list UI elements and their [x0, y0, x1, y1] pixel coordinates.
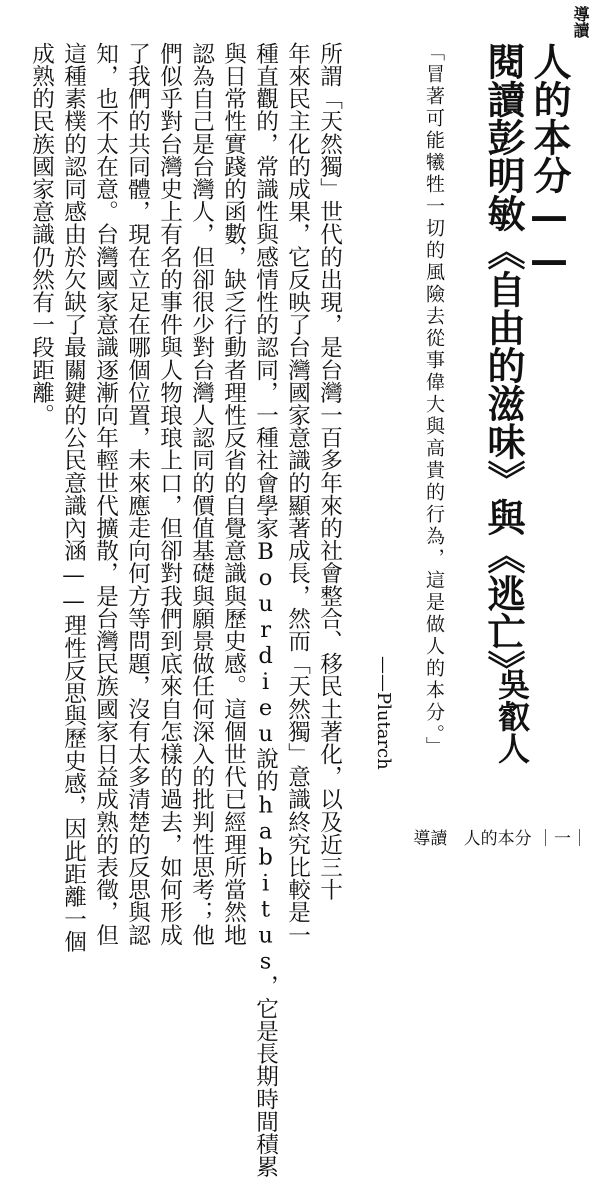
chapter-title-line-2: 閱讀彭明敏《自由的滋味》與《逃亡》 — [481, 42, 525, 688]
body-column: 知，也不太在意。台灣國家意識逐漸向年輕世代擴散，是台灣民族國家日益成熟的表徵，但 — [92, 42, 119, 946]
body-column: 成熟的民族國家意識仍然有一段距離。 — [28, 42, 55, 427]
footer-title: 人的本分 — [463, 829, 532, 849]
body-column: 認為自己是台灣人，但卻很少對台灣人認同的價值基礎與願景做任何深入的批判性思考；他 — [188, 42, 215, 946]
body-column: 年來民主化的成果，它反映了台灣國家意識的顯著成長，然而「天然獨」意識終究比較是一 — [284, 42, 311, 946]
section-tag: 導讀 — [571, 6, 590, 38]
chapter-title-line-1: 人的本分—— — [527, 42, 571, 282]
body-column: 了我們的共同體，現在立足在哪個位置，未來應走向何方等問題，沒有太多清楚的反思與認 — [124, 42, 151, 946]
epigraph-attribution: ——Plutarch — [373, 656, 394, 770]
author-name: 吳叡人 — [493, 668, 531, 764]
body-column: 們似乎對台灣史上有名的事件與人物琅琅上口，但卻對我們到底來自怎樣的過去，如何形成 — [156, 42, 183, 946]
body-column: 所謂「天然獨」世代的出現，是台灣一百多年來的社會整合、移民土著化，以及近三十 — [316, 42, 343, 901]
body-column: 這種素樸的認同感由於欠缺了最關鍵的公民意識內涵——理性反思與歷史感，因此距離一個 — [60, 42, 87, 953]
body-column: 種直觀的，常識性與感情性的認同，一種社會學家Bourdieu說的habitus，它是長期時間積累 — [252, 42, 279, 1178]
body-column: 與日常性實踐的函數，缺乏行動者理性反省的自覺意識與歷史感。這個世代已經理所當然地 — [220, 42, 247, 946]
epigraph-quote: 「冒著可能犧牲一切的風險去從事偉大與高貴的行為，這是做人的本分。」 — [423, 42, 445, 759]
page-number: 一 — [554, 829, 571, 849]
footer-section: 導讀 — [413, 829, 448, 849]
page-footer: 導讀 人的本分 ｜一｜ — [413, 829, 588, 849]
